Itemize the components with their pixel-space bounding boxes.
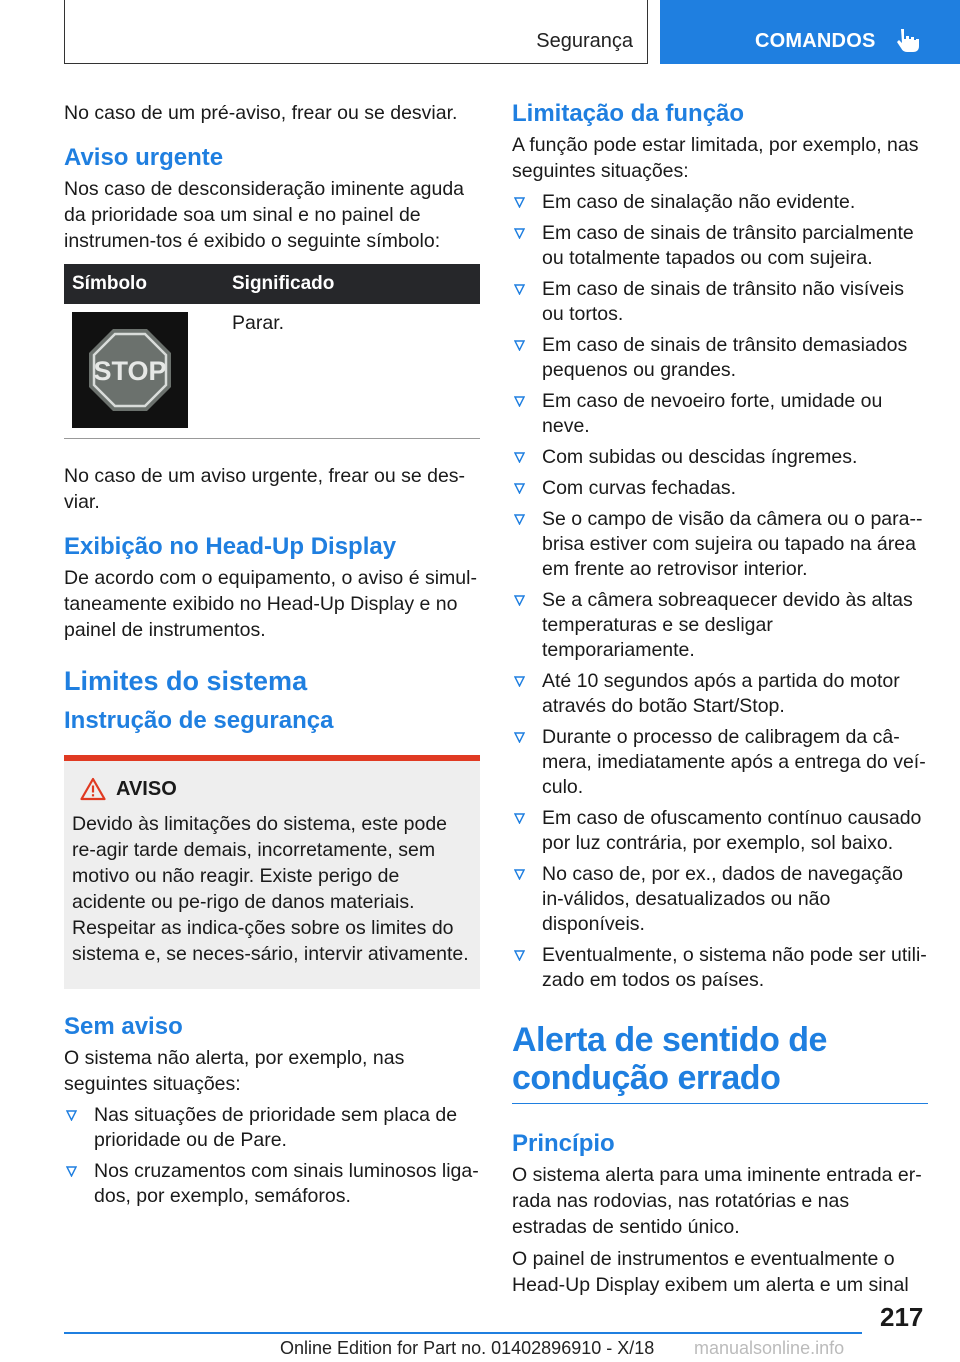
heading-alerta-sentido-errado: Alerta de sentido de condução errado [512,1021,928,1104]
list-item-text: Nos cruzamentos com sinais luminosos liga-dos, por exemplo, semáforos. [94,1160,479,1207]
list-item [512,862,928,937]
list-item [64,1159,480,1209]
list-item-text: Nas situações de prioridade sem placa de prioridade ou de Pare. [94,1104,458,1151]
hand-pointer-icon [894,26,922,54]
list-item-text: Com curvas fechadas. [542,477,737,499]
left-column [64,100,480,1215]
warning-triangle-icon [80,777,106,801]
list-item [64,1103,480,1153]
triangle-bullet-icon [514,950,525,961]
hud-paragraph: De acordo com o equipamento, o aviso é simul-taneamente exibido no Head-Up Display e no painel de instrumentos. [64,567,477,641]
list-item [512,507,928,582]
urgent-paragraph: Nos caso de desconsideração iminente aguda da prioridade soa um sinal e no painel de instrumen-tos é exibido o seguinte símbolo: [64,178,465,252]
page-number: 217 [880,1302,924,1332]
list-item [512,389,928,439]
triangle-bullet-icon [66,1166,77,1177]
table-row [64,304,480,439]
stop-sign-symbol [72,312,188,428]
list-item-text: Em caso de ofuscamento contínuo causado por luz contrária, por exemplo, sol baixo. [542,807,922,854]
right-column [512,100,928,1304]
table-header-meaning: Significado [224,264,480,304]
heading-limites-sistema: Limites do sistema [64,666,308,696]
list-item [512,943,928,993]
triangle-bullet-icon [514,869,525,880]
heading-limitacao-funcao: Limitação da função [512,100,745,127]
list-item [512,476,928,501]
table-header-row [64,264,480,304]
list-item-text: Em caso de sinalação não evidente. [542,191,856,213]
triangle-bullet-icon [514,732,525,743]
warning-title-row [80,773,472,805]
footer-watermark: manualsonline.info [694,1338,845,1358]
triangle-bullet-icon [514,340,525,351]
footer-edition: Online Edition for Part no. 01402896910 - X/18 [280,1338,655,1358]
principle-paragraph-1: O sistema alerta para uma iminente entrada er-rada nas rodovias, nas rotatórias e nas estradas de sentido único. [512,1164,922,1238]
list-item [512,190,928,215]
list-item [512,669,928,719]
heading-aviso-urgente: Aviso urgente [64,144,224,171]
limit-paragraph: A função pode estar limitada, por exemplo, nas seguintes situações: [512,134,919,182]
list-item [512,221,928,271]
triangle-bullet-icon [514,396,525,407]
heading-sem-aviso: Sem aviso [64,1013,183,1040]
triangle-bullet-icon [514,284,525,295]
limit-list [512,190,928,993]
triangle-bullet-icon [514,595,525,606]
triangle-bullet-icon [514,228,525,239]
stop-sign-text: STOP [93,356,167,386]
list-item-text: Eventualmente, o sistema não pode ser utili-zado em todos os países. [542,944,927,991]
list-item [512,333,928,383]
table-cell-symbol [64,304,224,439]
list-item [512,445,928,470]
list-item [512,588,928,663]
triangle-bullet-icon [514,197,525,208]
header-section-title: Segurança [536,30,633,52]
stop-sign-icon [87,327,173,413]
list-item [512,277,928,327]
triangle-bullet-icon [514,452,525,463]
warning-text: Devido às limitações do sistema, este pode re-agir tarde demais, incorretamente, sem motivo ou não reagir. Existe perigo de acidente ou pe-rigo de danos materiais. Respeitar as indica-ções sobre os limites do sistema e, se neces-sário, intervir ativamente. [72,813,469,965]
header-chapter-label: COMANDOS [755,30,876,52]
list-item [512,725,928,800]
list-item-text: Em caso de sinais de trânsito parcialmente ou totalmente tapados ou com sujeira. [542,222,914,269]
header-chapter-tab[interactable] [660,0,960,64]
warning-title: AVISO [116,777,177,800]
principle-paragraph-2: O painel de instrumentos e eventualmente o Head-Up Display exibem um alerta e um sinal [512,1248,909,1296]
triangle-bullet-icon [514,676,525,687]
after-table-paragraph: No caso de um aviso urgente, frear ou se des-viar. [64,465,466,513]
list-item-text: Até 10 segundos após a partida do motor através do botão Start/Stop. [542,670,900,717]
heading-instrucao-seguranca: Instrução de segurança [64,707,334,734]
list-item-text: Em caso de sinais de trânsito demasiados pequenos ou grandes. [542,334,908,381]
table-cell-meaning: Parar. [224,304,480,439]
list-item-text: Se o campo de visão da câmera ou o para--brisa estiver com sujeira ou tapado na área em frente ao retrovisor interior. [542,508,923,580]
heading-principio: Princípio [512,1130,615,1157]
triangle-bullet-icon [514,514,525,525]
list-item-text: Em caso de nevoeiro forte, umidade ou neve. [542,390,883,437]
triangle-bullet-icon [514,483,525,494]
triangle-bullet-icon [66,1110,77,1121]
list-item-text: Durante o processo de calibragem da câ-mera, imediatamente após a entrega do veí-culo. [542,726,926,798]
intro-paragraph: No caso de um pré-aviso, frear ou se desviar. [64,102,458,124]
list-item-text: Em caso de sinais de trânsito não visíveis ou tortos. [542,278,905,325]
noalert-paragraph: O sistema não alerta, por exemplo, nas seguintes situações: [64,1047,405,1095]
list-item-text: Com subidas ou descidas íngremes. [542,446,858,468]
list-item [512,806,928,856]
triangle-bullet-icon [514,813,525,824]
warning-box [64,761,480,989]
heading-head-up-display: Exibição no Head-Up Display [64,533,397,560]
list-item-text: Se a câmera sobreaquecer devido às altas temperaturas e se desligar temporariamente. [542,589,913,661]
table-header-symbol: Símbolo [64,264,224,304]
list-item-text: No caso de, por ex., dados de navegação in-válidos, desatualizados ou não disponíveis. [542,863,903,935]
symbol-table [64,264,480,439]
noalert-list [64,1103,480,1209]
header-section-box [64,0,648,64]
footer-rule [64,1332,862,1334]
